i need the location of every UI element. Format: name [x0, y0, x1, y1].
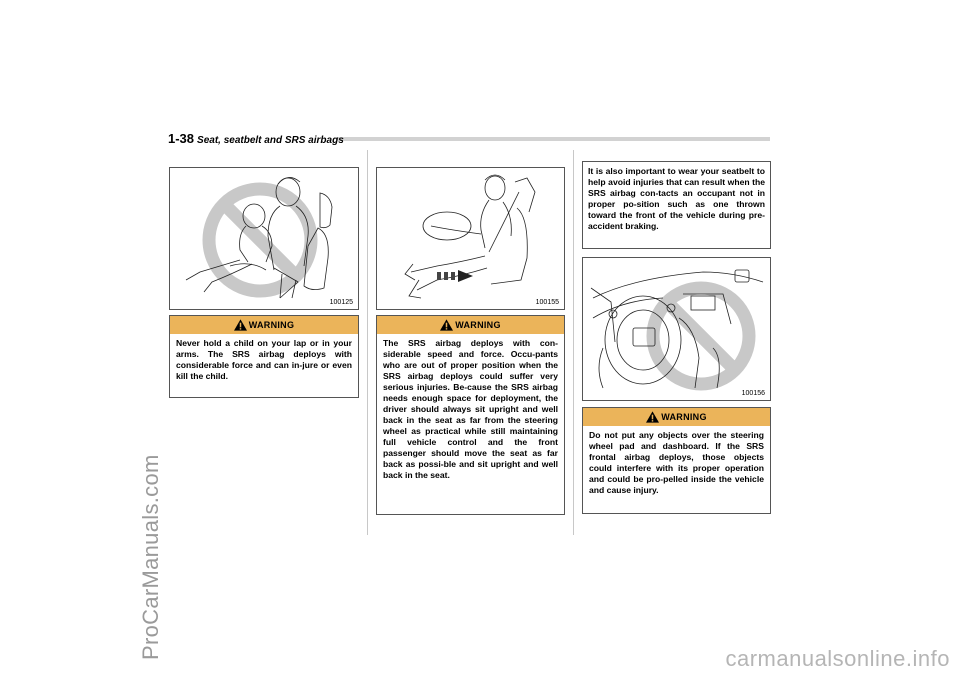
child-on-lap-illustration: [170, 168, 358, 309]
prohibition-icon: [209, 189, 311, 291]
warning-label-2: WARNING: [455, 320, 501, 330]
warning-triangle-icon: [440, 319, 453, 331]
warning-box-2: [376, 315, 565, 515]
column-divider-2: [573, 150, 574, 535]
page-header: [168, 131, 344, 146]
warning-box-1: [169, 315, 359, 398]
prohibition-icon: [653, 288, 749, 384]
page-number: 1-38: [168, 131, 195, 146]
bottom-watermark: carmanualsonline.info: [725, 646, 950, 671]
figure-code-100155: 100155: [535, 299, 559, 306]
warning-text-2: The SRS airbag deploys with con-siderable speed and force. Occu-pants who are out of proper position when the SRS airbag deploys could suffer very serious injuries. Be-cause the SRS airbag needs enough space for deployment, the driver should always sit upright and well back in the seat as far from the steering wheel as practical while still maintaining full vehicle control and the front passenger should move the seat as far back as possi-ble and sit upright and well back in the seat.: [383, 338, 558, 480]
figure-code-100156: 100156: [741, 390, 765, 397]
warning-text-3: Do not put any objects over the steering wheel pad and dashboard. If the SRS frontal airbag deploys, those objects could interfere with its proper operation and could be pro-pelled inside the vehicle and cause injury.: [589, 430, 764, 495]
figure-dashboard: [582, 257, 771, 401]
seat-slide-arrow-icon: [437, 270, 473, 282]
warning-header-1: [170, 316, 358, 334]
warning-text-1: Never hold a child on your lap or in your arms. The SRS airbag deploys with considerable force and can in-jure or even kill the child.: [176, 338, 352, 381]
warning-triangle-icon: [234, 319, 247, 331]
warning-triangle-icon: [646, 411, 659, 423]
warning-label-3: WARNING: [661, 412, 707, 422]
warning-box-3: [582, 407, 771, 514]
figure-driver-seated: [376, 167, 565, 310]
seatbelt-note: It is also important to wear your seatbelt to help avoid injuries that can result when the SRS airbag con-tacts an occupant not in proper po-sition such as one thrown toward the front of the vehicle during pre-accident braking.: [582, 161, 771, 249]
section-title: Seat, seatbelt and SRS airbags: [197, 135, 344, 146]
warning-header-3: [583, 408, 770, 426]
warning-label-1: WARNING: [248, 320, 295, 330]
side-watermark: ProCarManuals.com: [138, 454, 163, 660]
column-divider-1: [367, 150, 368, 535]
warning-header-2: [377, 316, 564, 334]
figure-code-100125: 100125: [329, 299, 353, 306]
dashboard-illustration: [583, 258, 770, 400]
figure-child-on-lap: [169, 167, 359, 310]
driver-seated-illustration: [377, 168, 564, 309]
